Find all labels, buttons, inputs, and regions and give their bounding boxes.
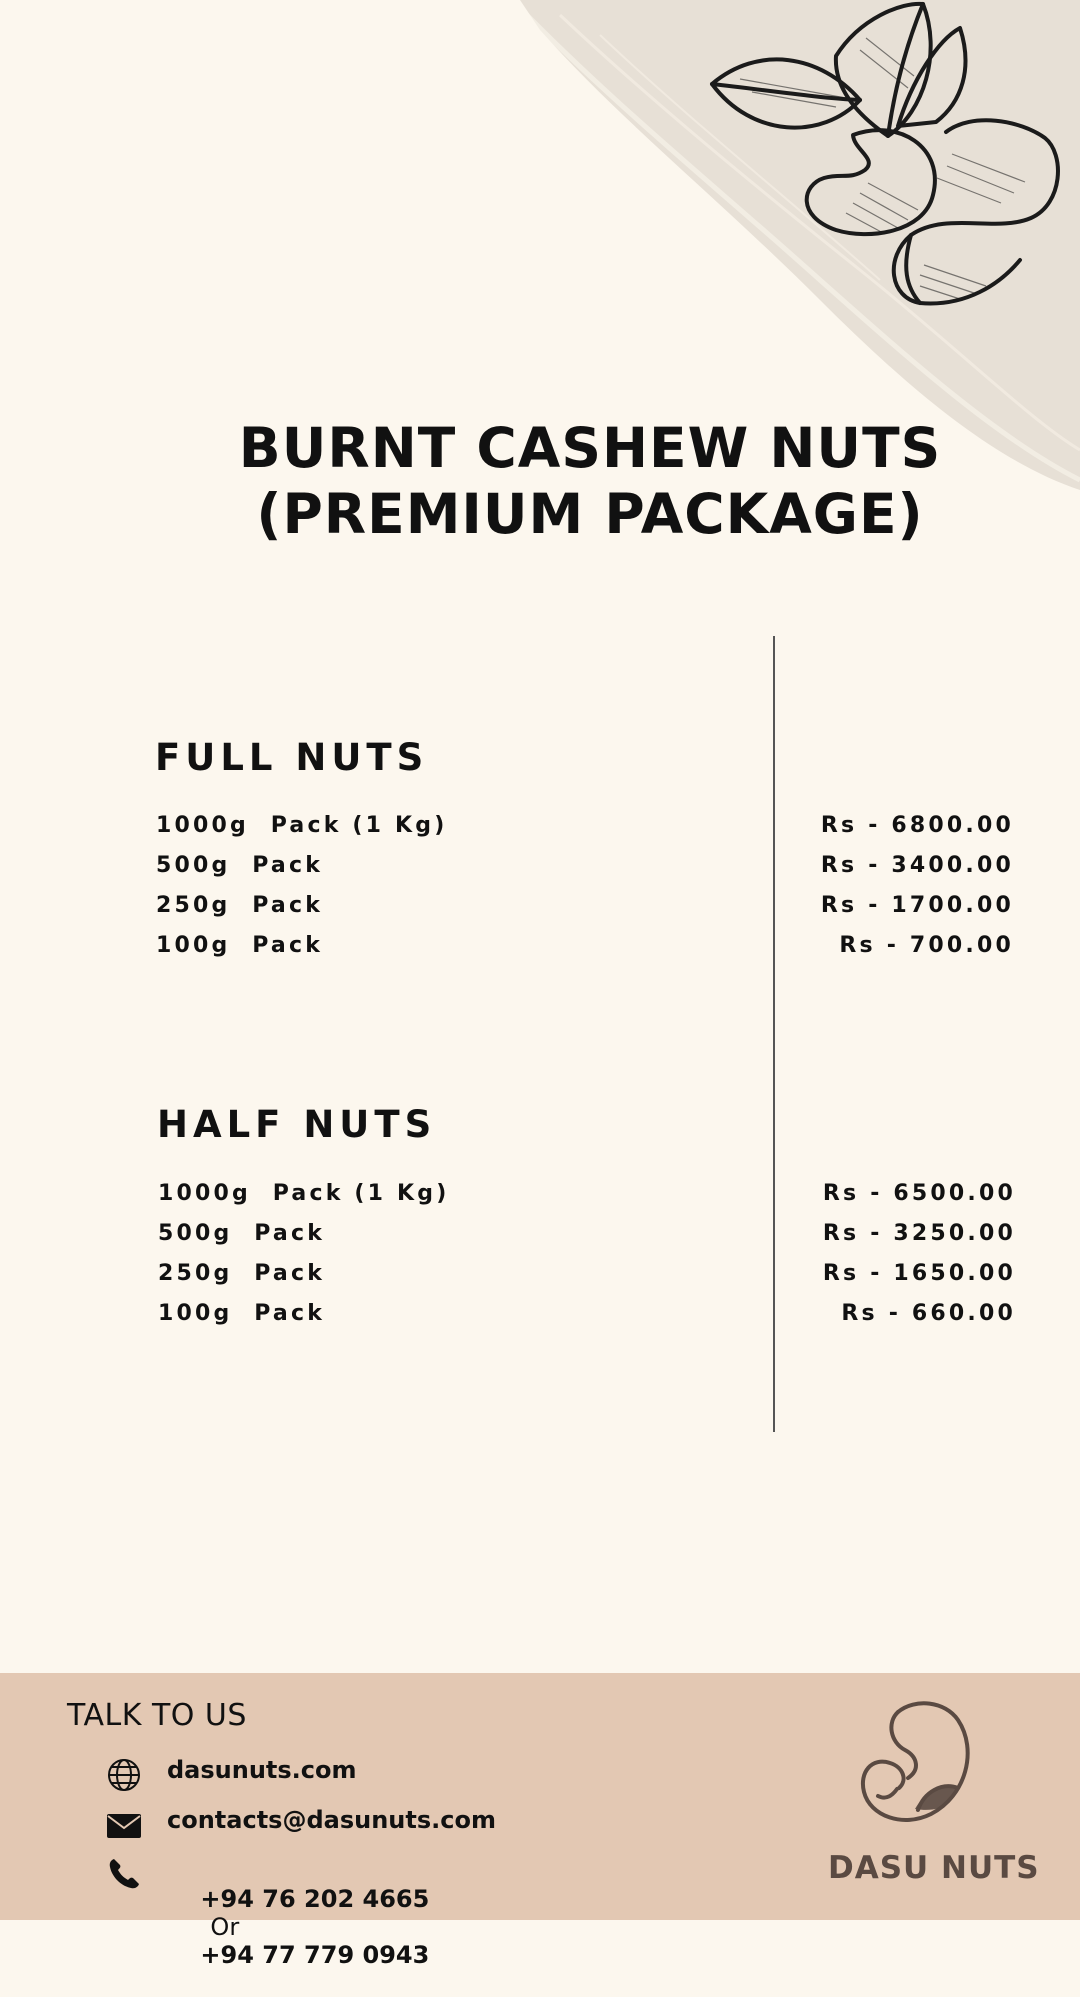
phone-number-1[interactable]: +94 76 202 4665 [200, 1885, 430, 1913]
full-nuts-price-1000g: Rs - 6800.00 [820, 813, 1014, 838]
brand-name: DASU NUTS [828, 1850, 1040, 1886]
email-link[interactable]: contacts@dasunuts.com [167, 1806, 496, 1834]
half-nuts-item-1000g: 1000g Pack (1 Kg) [158, 1181, 450, 1206]
cashew-leaves-illustration [700, 0, 1080, 320]
half-nuts-price-500g: Rs - 3250.00 [822, 1221, 1016, 1246]
website-link[interactable]: dasunuts.com [167, 1756, 357, 1784]
full-nuts-item-1000g: 1000g Pack (1 Kg) [156, 813, 448, 838]
half-nuts-item-250g: 250g Pack [158, 1261, 326, 1286]
phone-icon [106, 1856, 142, 1892]
full-nuts-price-250g: Rs - 1700.00 [820, 893, 1014, 918]
half-nuts-price-100g: Rs - 660.00 [841, 1301, 1016, 1326]
phone-number-2[interactable]: +94 77 779 0943 [200, 1941, 430, 1969]
globe-icon [106, 1757, 142, 1793]
full-nuts-item-100g: 100g Pack [156, 933, 324, 958]
footer-heading: TALK TO US [67, 1698, 247, 1733]
phone-numbers [167, 1857, 429, 1997]
half-nuts-item-500g: 500g Pack [158, 1221, 326, 1246]
envelope-icon [106, 1808, 142, 1844]
full-nuts-heading: FULL NUTS [155, 736, 429, 779]
half-nuts-heading: HALF NUTS [157, 1103, 437, 1146]
title-line-2: (PREMIUM PACKAGE) [256, 482, 924, 546]
full-nuts-price-500g: Rs - 3400.00 [820, 853, 1014, 878]
full-nuts-price-100g: Rs - 700.00 [839, 933, 1014, 958]
dasu-nuts-logo-icon [860, 1700, 978, 1828]
half-nuts-price-1000g: Rs - 6500.00 [822, 1181, 1016, 1206]
full-nuts-item-500g: 500g Pack [156, 853, 324, 878]
half-nuts-price-250g: Rs - 1650.00 [822, 1261, 1016, 1286]
column-divider [773, 636, 775, 1432]
full-nuts-item-250g: 250g Pack [156, 893, 324, 918]
or-separator: Or [210, 1913, 240, 1941]
page-title [0, 415, 1080, 547]
half-nuts-item-100g: 100g Pack [158, 1301, 326, 1326]
title-line-1: BURNT CASHEW NUTS [238, 416, 942, 480]
